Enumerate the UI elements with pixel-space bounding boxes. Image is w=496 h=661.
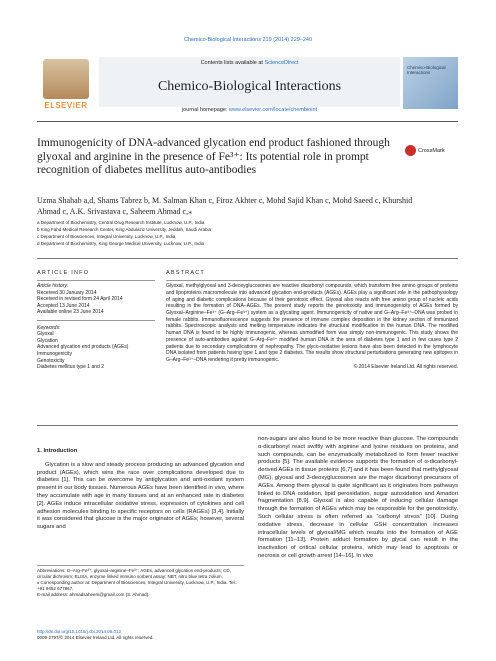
elsevier-tree-icon: [43, 59, 89, 99]
body-paragraph: non-sugars are also found to be more reactive than glucose. The compounds α-dicarbonyl react swiftly with arginine and lysine residues on proteins, and such compounds, can be enzymatically metabolized to form fewer reactive products [5]. The available evidence supports the formation of α-dicarbonyl-derived AGEs in tissue proteins [6,7] and it has been found that methylglyoxal (MG), glyoxal and 3-deoxyglucosones are the major dicarbonyl precursors of AGEs. Among them glyoxal is quite significant as it originates from pathways linked to DNA oxidation, lipid peroxidation, sugar autoxidation and Amadori fragmentation [8,9]. Glyoxal is also capable of inducing cellular damage through the formation of AGEs which may be responsible for the genotoxicity. Such cellular stress is often referred as “carbonyl stress” [10]. During oxidative stress, decrease in cellular GSH concentration increases intracellular levels of glyoxal/MG which results into the formation of AGE formation [11–13]. Protein adduct formation by glycal can result in the inactivation of critical cellular proteins, which may lead to apoptosis or necrosis or cell growth arrest [14–16]. In vivo: [258, 436, 458, 559]
abstract-text: Glyoxal, methylglyoxal and 3-deoxyglucosones are reactive dicarbonyl compounds, which transform free amino groups of proteins and lipoproteins macromolecule into advanced glycation end-products (AGEs). AGEs play a significant role in the pathophysiology of aging and diabetic complications because of their genotoxic effect. Glyoxal also reacts with free amino group of nucleic acids resulting in the formation of DNA–AGEs. The present study reports the genotoxicity and immunogenicity of AGEs formed by Glyoxal–Arginine–Fe³⁺ (G–Arg–Fe³⁺) system as a glycating agent. Immunogenicity of native and G–Arg–Fe³⁺–DNA was probed in female rabbits. Immunofluorescence suggests the presence of immune complex deposition in the kidney section of immunized rabbits. Spectroscopic analysis and melting temperature indicates the structural modification in the human DNA. The modified human DNA is found to be highly immunogenic, whereas unmodified form was simply non-immunogenic. This study shows the presence of auto-antibodies against G–Arg–Fe³⁺ modified human DNA in the sera of diabetes type 1 and in few cases type 2 patients due to secondary complications of nephropathy. The glyco-oxidative lesions have also been detected in the lymphocyte DNA isolated from patients having type 1 and type 2 diabetes. The results show structural perturbations generating new epitopes in G–Arg–Fe³⁺–DNA rendering it pretty immunogenic.: [166, 283, 458, 363]
keyword: Genotoxicity: [37, 357, 65, 364]
divider: [37, 280, 155, 281]
article-info-heading: ARTICLE INFO: [37, 270, 90, 276]
affiliation: b King Fahd Medical Research Center, King Abdulaziz University, Jeddah, Saudi Arabia: [37, 227, 212, 232]
keyword: Immunogenicity: [37, 350, 73, 357]
sciencedirect-link[interactable]: ScienceDirect: [264, 60, 299, 66]
homepage-link[interactable]: www.elsevier.com/locate/chembioint: [229, 107, 318, 113]
homepage-line: [99, 107, 400, 113]
history-label: Article history:: [37, 283, 69, 290]
body-paragraph: Glycation is a slow and steady process producing an advanced glycation end product (AGEs), which wins the race over complications developed due to diabetes [1]. This can be overcome by antiglycation and anti-oxidant system present in our body tissues. Numerous AGEs have been identified in vivo, where they accumulate with age in many tissues and at an enhanced rate in diabetes [2]. AGEs induce intracellular oxidative stress, expression of cytokines and cell adhesion molecules binding to specific receptors on cells (RAGEs) [3,4]. Initially it was considered that glucose is the major originator of AGEs; however, several sugars and: [37, 461, 244, 531]
divider: [166, 280, 458, 281]
abstract-heading: ABSTRACT: [166, 270, 205, 276]
keyword: Diabetes mellitus type 1 and 2: [37, 364, 104, 371]
homepage-prefix: journal homepage:: [181, 107, 230, 113]
keyword: Glycation: [37, 337, 58, 344]
crossmark-label: CrossMark: [418, 147, 445, 154]
abstract: [166, 270, 458, 370]
keywords-label: Keywords:: [37, 324, 61, 331]
divider: [37, 320, 155, 321]
affiliation: a Department of Biochemistry, Central Drug Research Institute, Lucknow, U.P., India: [37, 220, 205, 225]
journal-banner: [99, 57, 400, 107]
affiliation: c Department of Biosciences, Integral University, Lucknow, U.P., India: [37, 234, 176, 239]
elsevier-logo: [37, 57, 95, 117]
abstract-copyright: © 2014 Elsevier Ireland Ltd. All rights reserved.: [353, 363, 458, 370]
crossmark-badge[interactable]: [405, 145, 450, 156]
footnotes: [37, 565, 244, 598]
corresponding-note: ⁎ Corresponding author at: Department of Biosciences, Integral University, Lucknow, U.P., India. Tel.: +91 9452 677867.: [37, 580, 238, 591]
abbreviations-note: Abbreviations: G–Arg–Fe³⁺, glyoxal–arginine–Fe³⁺; AGEs, advanced glycation end-products; CD, circular dichroism; ELISA, enzyme linked immuno sorbent assay; NBT, nitro blue tetra zolium.: [37, 568, 231, 579]
email-note[interactable]: E-mail address: ahmadsaheem@gmail.com (S. Ahmad).: [37, 592, 150, 597]
history-item: Received 30 January 2014: [37, 289, 97, 296]
page-footer: [37, 629, 337, 641]
masthead: [37, 57, 458, 117]
crossmark-icon: [405, 145, 416, 156]
article-info: [37, 270, 155, 371]
info-rule: [37, 258, 458, 259]
abstract-rule: [37, 425, 458, 426]
body-column-right: [258, 436, 458, 561]
body-column-left: [37, 448, 244, 532]
affiliation: d Department of Biochemistry, King George Medical University, Lucknow, U.P., India: [37, 241, 205, 246]
cover-title: Chemico-Biological Interactions: [407, 65, 446, 75]
issn-line: 0009-2797/© 2014 Elsevier Ireland Ltd. All rights reserved.: [37, 635, 154, 640]
affiliations: [37, 219, 337, 247]
journal-citation[interactable]: Chemico-Biological Interactions 219 (2014) 229–240: [183, 37, 313, 43]
journal-title: Chemico-Biological Interactions: [157, 79, 342, 94]
keyword: Glyoxal: [37, 331, 54, 338]
history-item: Accepted 13 June 2014: [37, 302, 90, 309]
author-list: Uzma Shahab a,d, Shams Tabrez b, M. Salman Khan c, Firoz Akhter c, Mohd Sajid Khan c, Mohd Saeed c, Khurshid Ahmad c, A.K. Srivastava c, Saheem Ahmad c,⁎: [37, 196, 413, 216]
history-item: Received in revised form 24 April 2014: [37, 296, 123, 303]
header-rule: [37, 121, 458, 122]
contents-prefix: Contents lists available at: [200, 60, 265, 66]
keyword: Advanced glycation end products (AGEs): [37, 344, 129, 351]
section-heading: 1. Introduction: [37, 448, 78, 454]
publisher-name: ELSEVIER: [44, 101, 88, 110]
history-item: Available online 23 June 2014: [37, 309, 104, 316]
doi-link[interactable]: http://dx.doi.org/10.1016/j.cbi.2014.06.012: [37, 629, 122, 634]
article-title: Immunogenicity of DNA-advanced glycation end product fashioned through glyoxal and arginine in the presence of Fe³⁺: Its potential role in prompt recognition of diabetes mellitus auto-antibodies: [37, 137, 390, 176]
journal-cover-thumbnail: [403, 57, 458, 109]
contents-line: [99, 60, 400, 66]
